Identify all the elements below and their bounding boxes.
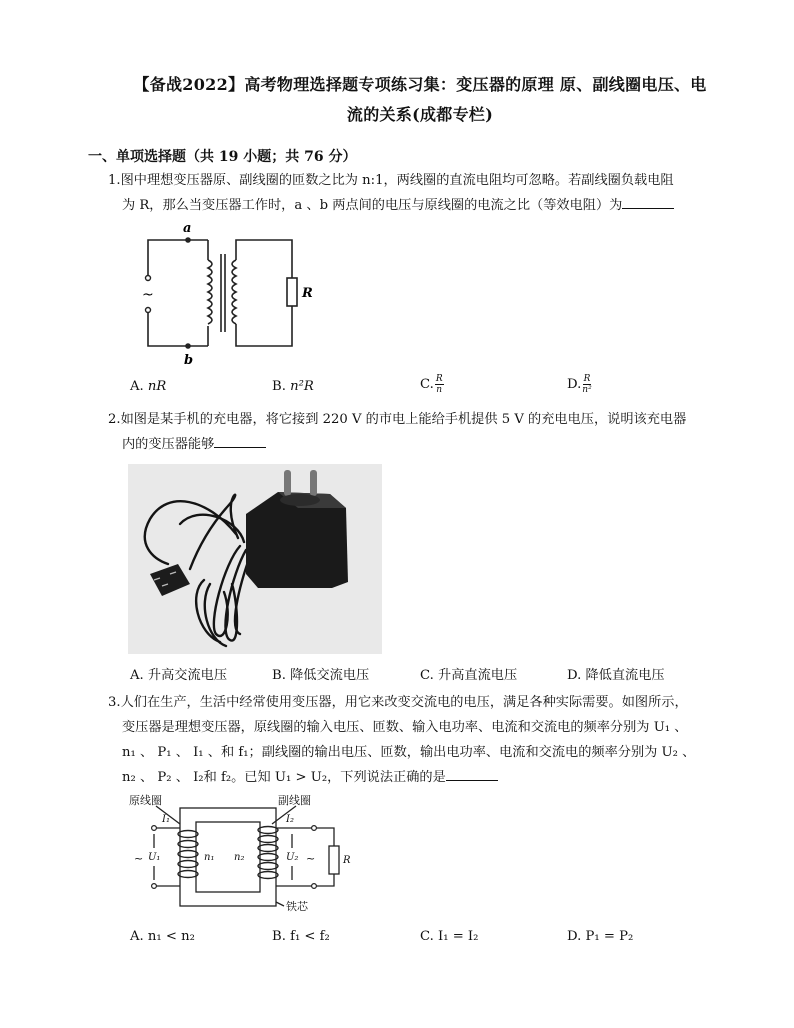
option-letter: C. [420,377,434,392]
label-i1: I₁ [162,814,170,825]
q1-fig-label-a: a [183,221,192,236]
option-fraction [582,374,591,395]
q3-line-2: 变压器是理想变压器，原线圈的输入电压、匝数、输入电功率、电流和交流电的频率分别为 U₁ 、 [122,720,688,735]
q2-number: 2. [108,412,121,427]
title-line-2: 流的关系(成都专栏) [346,105,494,124]
label-u2: U₂ [286,852,299,863]
q3-line-3: n₁ 、 P₁ 、 I₁ 、和 f₁；副线圈的输出电压、匝数，输出电功率、电流和交流电的频率分别为 U₂ 、 [122,745,696,760]
q3-text-1: 人们在生产，生活中经常使用变压器，用它来改变交流电的电压，满足各种实际需要。如图所示， [120,695,688,710]
section-heading: 一、单项选择题（共 19 小题；共 76 分） [88,149,357,165]
answer-blank[interactable] [622,196,674,209]
title-line-1: 【备战2022】高考物理选择题专项练习集：变压器的原理 原、副线圈电压、电 [133,75,707,94]
q3-option-a[interactable]: A. n₁ < n₂ [130,929,195,944]
label-secondary-coil: 副线圈 [278,794,311,807]
option-value: n²R [290,379,314,394]
label-i2: I₂ [286,814,294,825]
q2-text-1: 如图是某手机的充电器，将它接到 220 V 的市电上能给手机提供 5 V 的充电电压，说明该充电器 [120,412,687,427]
label-iron-core: 铁芯 [286,900,308,913]
phone-charger-photo [128,464,382,654]
fraction-denominator: n² [582,385,592,395]
question-2 [108,407,708,457]
q1-transformer-circuit [128,218,328,366]
q1-text-1: 图中理想变压器原、副线圈的匝数之比为 n:1，两线圈的直流电阻均可忽略。若副线圈负载电阻 [120,173,674,188]
question-1 [108,168,708,218]
q2-option-d[interactable]: D. 降低直流电压 [567,668,665,683]
label-primary-coil: 原线圈 [129,794,162,807]
q3-line-4 [108,765,708,790]
q2-line-1 [108,407,708,432]
q1-option-b[interactable] [272,379,314,394]
option-letter: B. [272,379,286,394]
fraction-numerator: R [583,374,591,384]
q3-option-c[interactable]: C. I₁ = I₂ [420,929,479,944]
label-n2: n₂ [234,852,245,863]
q2-text-2: 内的变压器能够 [122,437,215,452]
label-n1: n₁ [204,852,215,863]
q1-option-a[interactable] [130,379,166,394]
q2-option-c[interactable]: C. 升高直流电压 [420,668,518,683]
option-letter: D. [567,377,582,392]
q2-line-2 [108,432,708,457]
option-fraction [435,374,444,395]
q3-number: 3. [108,695,121,710]
q1-fig-label-r: R [302,286,313,301]
label-r: R [343,855,351,866]
q1-fig-label-b: b [184,353,194,366]
q1-line-1 [108,168,708,193]
q3-option-d[interactable]: D. P₁ = P₂ [567,929,634,944]
ac-symbol-primary: ~ [134,852,144,865]
option-value: nR [147,379,167,394]
label-u1: U₁ [148,852,161,863]
q1-text-2: 为 R，那么当变压器工作时，a 、b 两点间的电压与原线圈的电流之比（等效电阻）为 [122,198,623,213]
answer-blank[interactable] [214,435,266,448]
q1-option-c[interactable] [420,374,444,395]
answer-blank[interactable] [446,768,498,781]
page-title [120,70,720,130]
q2-option-b[interactable]: B. 降低交流电压 [272,668,370,683]
ac-source-symbol: ~ [142,287,154,303]
q3-text-4: n₂ 、 P₂ 、 I₂和 f₂。已知 U₁ > U₂，下列说法正确的是 [122,770,446,785]
q3-line-1 [108,690,708,715]
question-3 [108,690,708,790]
q2-option-a[interactable]: A. 升高交流电压 [130,668,228,683]
fraction-numerator: R [435,374,443,384]
q1-number: 1. [108,173,121,188]
fraction-denominator: n [436,385,443,395]
ac-symbol-secondary: ~ [306,852,316,865]
option-letter: A. [130,379,144,394]
q3-option-b[interactable]: B. f₁ < f₂ [272,929,330,944]
q1-line-2 [108,193,708,218]
q3-transformer-diagram [126,790,366,920]
q1-option-d[interactable] [567,374,592,395]
